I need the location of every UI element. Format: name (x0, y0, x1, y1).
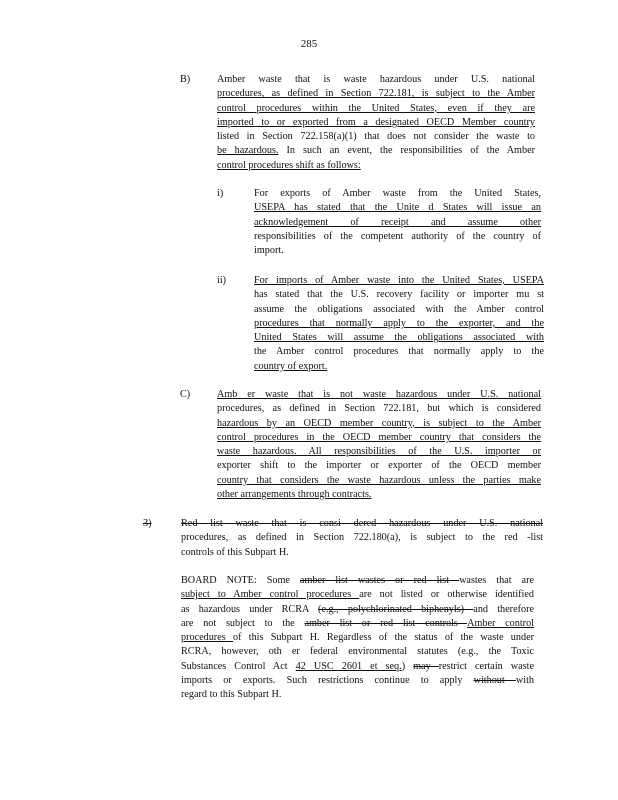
text-run: ) (401, 660, 414, 672)
section-c-paragraph (217, 388, 541, 502)
inserted-text: imported to or exported from a designated OECD Member country (217, 116, 535, 128)
text-line (254, 288, 544, 302)
text-line (254, 216, 541, 230)
inserted-text: 42 USC 2601 et seq. (295, 660, 402, 672)
text-line (254, 201, 541, 215)
text-line (181, 517, 543, 531)
text-run: has stated that the U.S. recovery facility or importer mu st (254, 289, 544, 301)
inserted-text: procedures, as defined in Section 722.181, is subject to the Amber (217, 88, 535, 100)
text-line (254, 331, 544, 345)
struck-text: amber list wastes or red list (299, 575, 460, 586)
inserted-text: hazardous by an OECD member country, is subject to the Amber (217, 417, 541, 429)
text-line (217, 159, 535, 173)
text-run: procedures, as defined in Section 722.180(a), is subject to the red -list (181, 532, 543, 544)
text-run: BOARD NOTE: Some (181, 575, 300, 586)
inserted-text: United States will assume the obligations associated with (254, 332, 544, 344)
text-run: procedures, as defined in Section 722.181, but which is considered (217, 403, 541, 415)
inserted-text: control procedures within the United States, even if they are (217, 102, 535, 114)
text-line (254, 230, 541, 244)
page-number: 285 (300, 38, 318, 50)
text-line (217, 102, 535, 116)
text-line (181, 674, 534, 688)
inserted-text: other arrangements through contracts. (217, 489, 372, 501)
text-line (217, 130, 535, 144)
text-run: of this Subpart H. Regardless of the status of the waste under (232, 632, 534, 644)
text-line (217, 417, 541, 431)
section-b-item-ii-paragraph (254, 274, 544, 374)
inserted-text: waste hazardous. (217, 446, 297, 458)
inserted-text: Amber control (467, 617, 534, 629)
text-line (181, 588, 534, 602)
text-run: the Amber control procedures that normally apply to the (254, 346, 544, 358)
text-line (217, 144, 535, 158)
text-line (217, 474, 541, 488)
inserted-text: subject to Amber control procedures (181, 589, 360, 601)
section-b-item-i-paragraph (254, 187, 541, 258)
inserted-text: For imports of Amber waste into the United States, USEPA (254, 275, 544, 286)
text-line (254, 360, 544, 374)
inserted-text: be hazardous. (217, 145, 279, 157)
text-line (181, 617, 534, 631)
text-run: import. (254, 245, 284, 257)
text-run: For exports of Amber waste from the United States, (254, 188, 541, 199)
text-run: listed in Section 722.158(a)(1) that does not consider the waste to (217, 131, 535, 143)
text-line (254, 317, 544, 331)
text-line (217, 459, 541, 473)
text-line (181, 660, 534, 674)
text-line (254, 345, 544, 359)
text-run: RCRA, however, oth er federal environmental statutes (e.g., the Toxic (181, 646, 534, 658)
inserted-text: procedures that normally apply to the exporter, and the (254, 317, 544, 329)
text-line (217, 445, 541, 459)
section-3-label: 3) (143, 518, 152, 529)
text-line (181, 546, 543, 560)
text-line (217, 87, 535, 101)
text-line (217, 431, 541, 445)
section-c-label: C) (180, 389, 191, 400)
inserted-text: control procedures in the OECD member country that considers the (217, 431, 541, 443)
text-run: restrict certain waste (438, 660, 534, 672)
text-run: Amber waste that is waste hazardous under U.S. national (217, 74, 535, 85)
inserted-text: country of export. (254, 360, 328, 372)
text-line (254, 274, 544, 288)
text-line (217, 116, 535, 130)
text-line (217, 488, 541, 502)
text-line (181, 688, 534, 702)
text-line (217, 402, 541, 416)
text-run: Substances Control Act (181, 660, 296, 672)
section-b-paragraph (217, 73, 535, 173)
struck-text: Red list waste that is consi dered hazardous under U.S. national (181, 518, 543, 529)
text-line (254, 303, 544, 317)
text-line (254, 244, 541, 258)
inserted-text: procedures (181, 632, 233, 644)
text-run: as hazardous under RCRA (181, 603, 319, 615)
text-run: regard to this Subpart H. (181, 689, 282, 701)
text-run: exporter shift to the importer or exporter of the OECD member (217, 460, 541, 472)
section-b-item-i-label: i) (217, 188, 224, 199)
text-run: and therefore (473, 603, 534, 615)
text-run: imports or exports. Such restrictions continue to apply (181, 675, 474, 687)
text-run: responsibilities of the competent authority of the country of (254, 230, 541, 242)
struck-text: amber list or red list controls (304, 617, 468, 629)
text-line (254, 187, 541, 201)
text-run: In such an event, the responsibilities of the Amber (278, 145, 535, 157)
text-run: assume the obligations associated with the Amber control (254, 303, 544, 315)
section-b-label: B) (180, 74, 191, 85)
text-line (217, 388, 541, 402)
text-run: are not listed or otherwise identified (359, 589, 534, 601)
text-line (217, 73, 535, 87)
inserted-text: All responsibilities of the U.S. importer or (296, 446, 541, 458)
section-b-item-ii-label: ii) (217, 275, 227, 286)
text-line (181, 603, 534, 617)
inserted-text: acknowledgement of receipt and assume other (254, 216, 541, 228)
text-line (181, 531, 543, 545)
text-line (181, 574, 534, 588)
text-run: are not subject to the (181, 617, 305, 629)
text-run: controls of this Subpart H. (181, 546, 289, 558)
inserted-text: USEPA has stated that the Unite d States will issue an (254, 202, 541, 214)
struck-text: (e.g., polychlorinated biphenyls) (318, 603, 474, 615)
inserted-text: Amb er waste that is not waste hazardous under U.S. national (217, 389, 541, 400)
section-3-paragraph (181, 517, 543, 560)
struck-text: without (473, 675, 516, 687)
struck-text: may (413, 660, 439, 672)
text-line (181, 645, 534, 659)
inserted-text: control procedures shift as follows: (217, 159, 361, 171)
board-note (181, 574, 534, 703)
text-line (181, 631, 534, 645)
inserted-text: country that considers the waste hazardous unless the parties make (217, 474, 541, 486)
text-run: with (515, 675, 534, 687)
text-run: wastes that are (459, 575, 534, 586)
